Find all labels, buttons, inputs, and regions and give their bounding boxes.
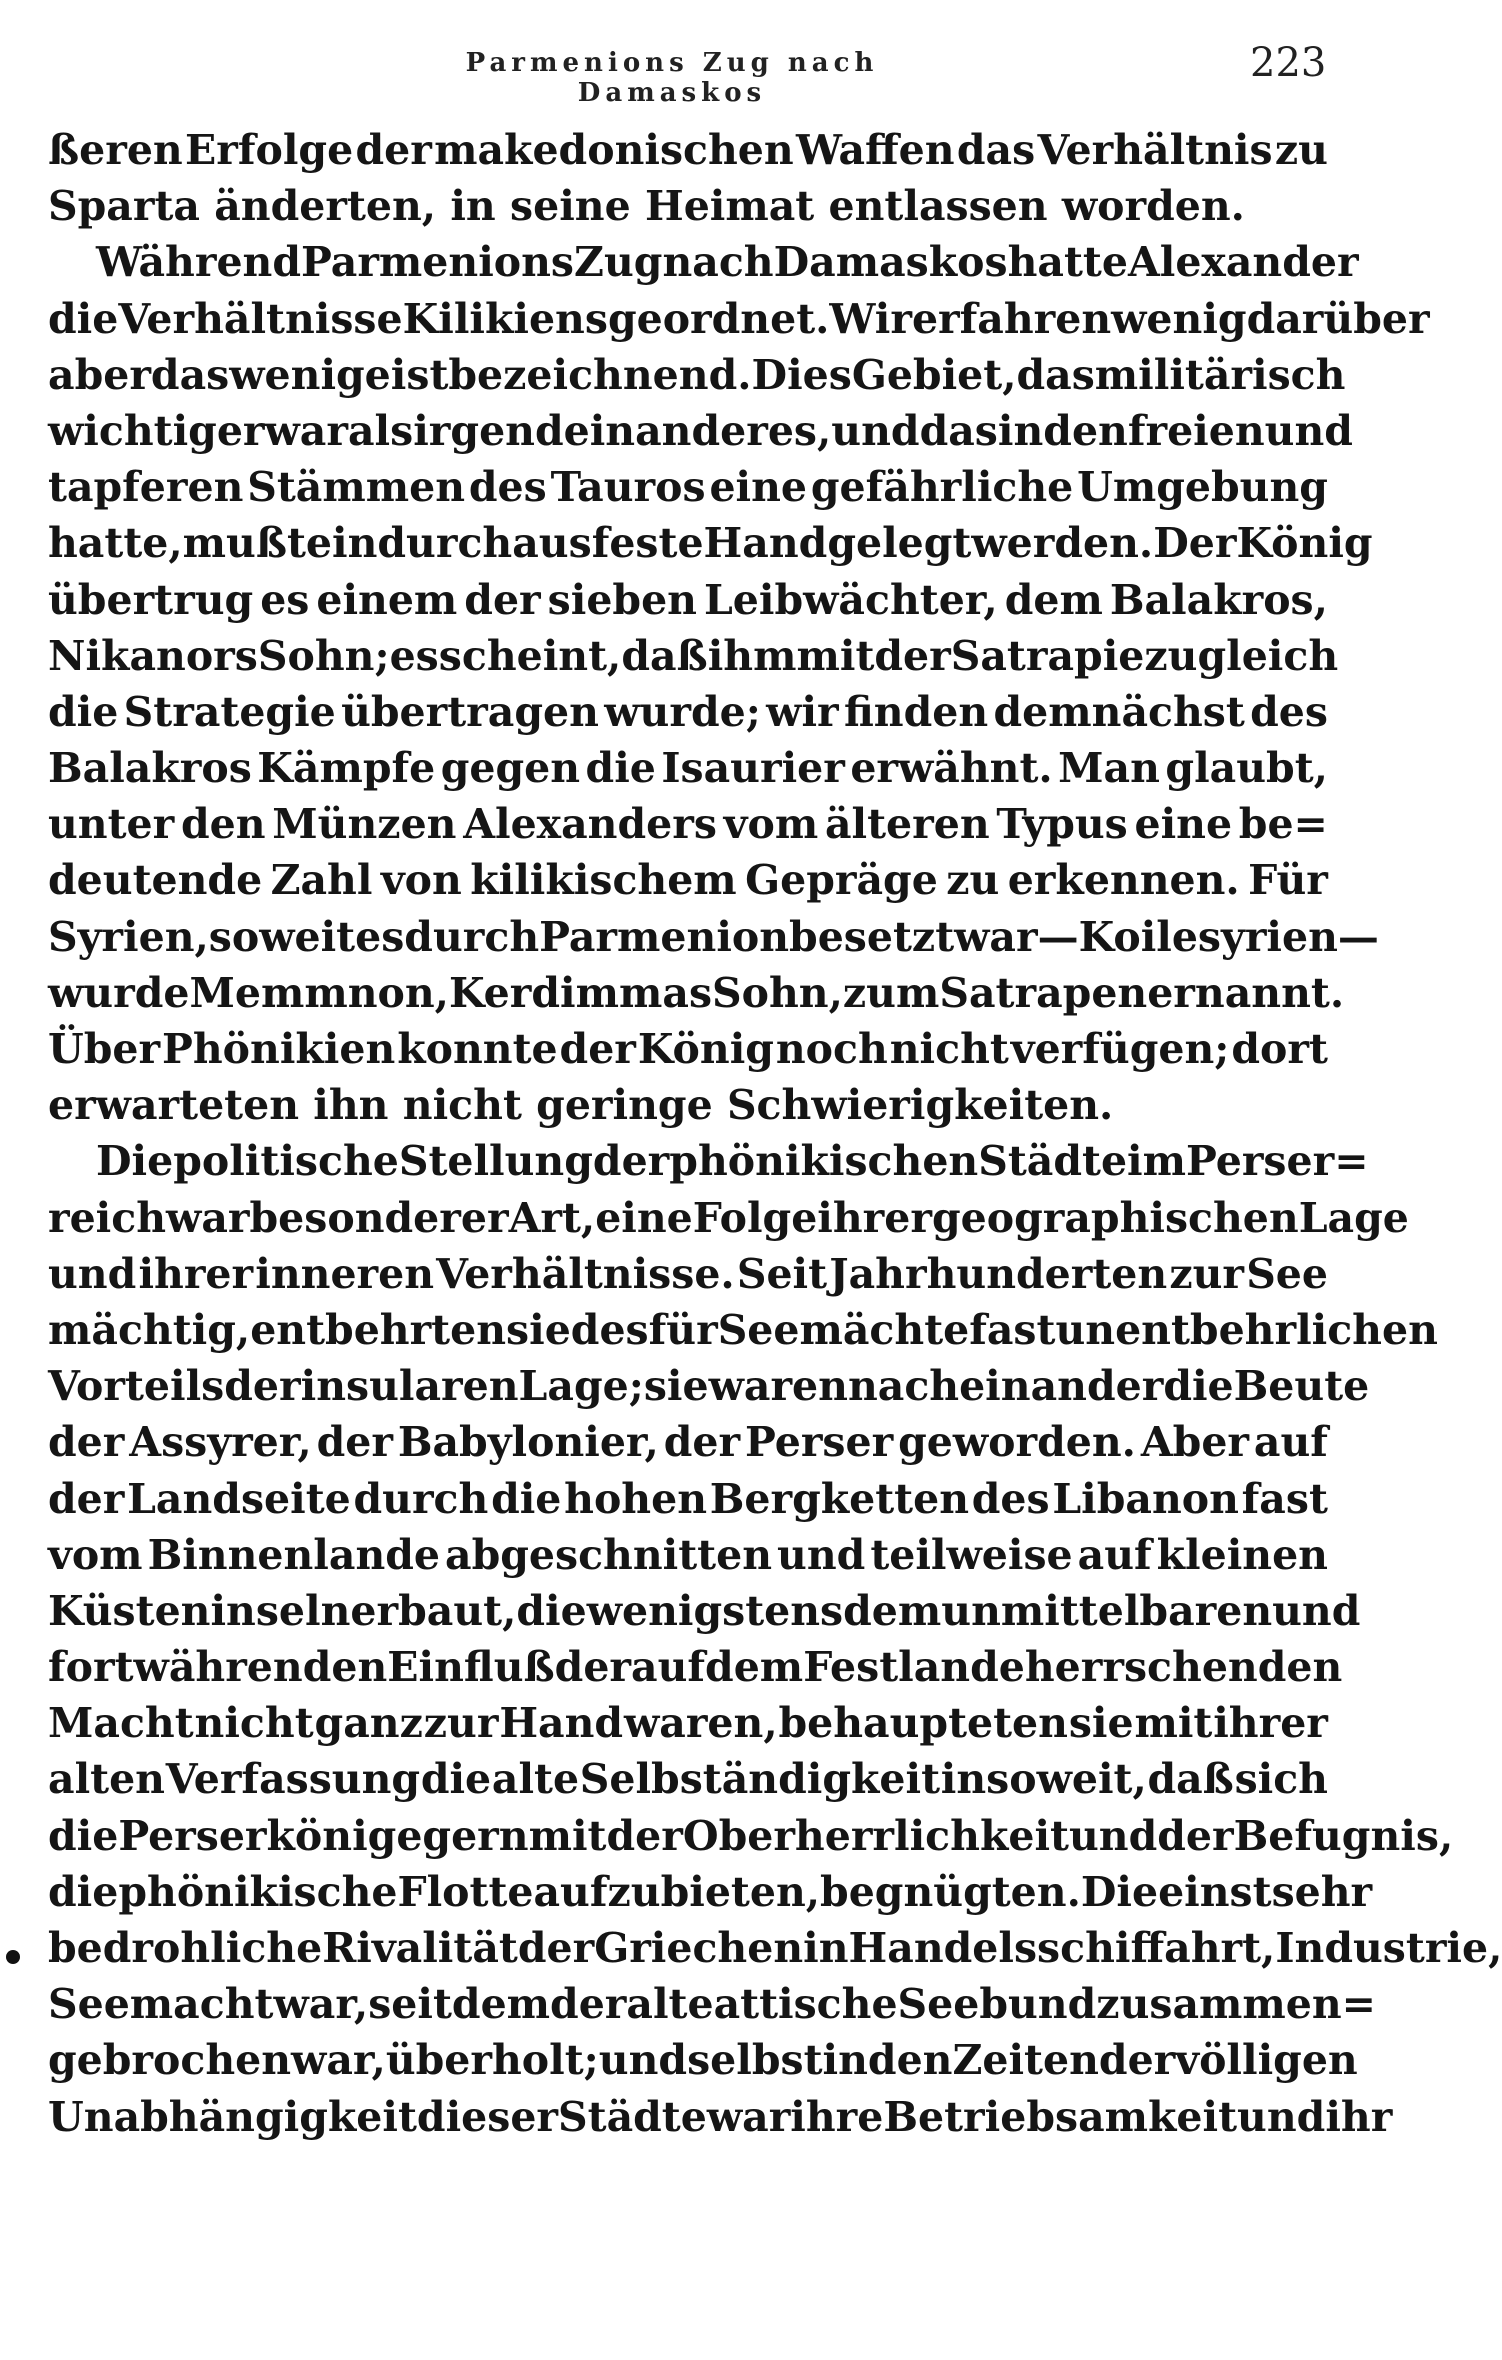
text-line: mächtig, entbehrten sie des für Seemächte fast unentbehrlichen bbox=[48, 1305, 1438, 1354]
text-line: tapferen Stämmen des Tauros eine gefährliche Umgebung bbox=[48, 463, 1328, 512]
text-line: alten Verfassung die alte Selbständigkeit insoweit, daß sich bbox=[48, 1755, 1328, 1804]
text-line: Syrien, soweit es durch Parmenion besetzt war — Koilesyrien — bbox=[48, 912, 1379, 961]
text-line: erwarteten ihn nicht geringe Schwierigkeiten. bbox=[48, 1081, 1114, 1130]
text-line: Über Phönikien konnte der König noch nicht verfügen; dort bbox=[48, 1025, 1328, 1073]
text-line: ßeren Erfolge der makedonischen Waffen das Verhältnis zu bbox=[48, 126, 1328, 174]
page-number: 223 bbox=[1250, 40, 1327, 86]
margin-mark bbox=[6, 1950, 20, 1964]
text-line: die Verhältnisse Kilikiens geordnet. Wir erfahren wenig darüber bbox=[48, 294, 1430, 343]
page-header bbox=[0, 40, 1399, 108]
running-head: Parmenions Zug nach Damaskos bbox=[465, 48, 879, 108]
text-line: Küsteninseln erbaut, die wenigstens dem unmittelbaren und bbox=[48, 1586, 1361, 1635]
text-line: aber das wenige ist bezeichnend. Dies Gebiet, das militärisch bbox=[48, 350, 1346, 399]
text-line: unter den Münzen Alexanders vom älteren Typus eine be= bbox=[48, 800, 1328, 849]
text-line: wurde Memmnon, Kerdimmas Sohn, zum Satrapen ernannt. bbox=[48, 968, 1345, 1017]
text-line: hatte, mußte in durchaus feste Hand gelegt werden. Der König bbox=[48, 519, 1373, 568]
text-line: Seemacht war, seitdem der alte attische Seebund zusammen= bbox=[48, 1980, 1377, 2029]
text-line: Nikanors Sohn; es scheint, daß ihm mit der Satrapie zugleich bbox=[48, 631, 1339, 680]
text-line: Balakros Kämpfe gegen die Isaurier erwähnt. Man glaubt, bbox=[48, 744, 1328, 793]
text-line: Vorteils der insularen Lage; sie waren nacheinander die Beute bbox=[48, 1362, 1370, 1411]
text-line: gebrochen war, überholt; und selbst in den Zeiten der völligen bbox=[48, 2036, 1358, 2085]
text-line: Die politische Stellung der phönikischen Städte im Perser= bbox=[96, 1137, 1369, 1186]
text-line: reich war besonderer Art, eine Folge ihrer geographischen Lage bbox=[48, 1193, 1409, 1242]
text-line: und ihrer inneren Verhältnisse. Seit Jahrhunderten zur See bbox=[48, 1249, 1328, 1298]
text-line: deutende Zahl von kilikischem Gepräge zu erkennen. Für bbox=[48, 856, 1328, 905]
text-line: Macht nicht ganz zur Hand waren, behaupteten sie mit ihrer bbox=[48, 1699, 1328, 1748]
text-line: die Perserkönige gern mit der Oberherrlichkeit und der Befugnis, bbox=[48, 1811, 1454, 1860]
text-line: Sparta änderten, in seine Heimat entlassen worden. bbox=[48, 182, 1245, 231]
text-line: wichtiger war als irgendein anderes, und das in den freien und bbox=[48, 406, 1353, 455]
text-line: übertrug es einem der sieben Leibwächter, dem Balakros, bbox=[48, 575, 1328, 624]
text-line: Unabhängigkeit dieser Städte war ihre Betriebsamkeit und ihr bbox=[48, 2092, 1393, 2141]
text-line: Während Parmenions Zug nach Damaskos hatte Alexander bbox=[96, 238, 1359, 287]
text-line: die Strategie übertragen wurde; wir finden demnächst des bbox=[48, 687, 1328, 736]
text-line: vom Binnenlande abgeschnitten und teilweise auf kleinen bbox=[48, 1530, 1328, 1579]
text-line: die phönikische Flotte aufzubieten, begnügten. Die einst sehr bbox=[48, 1867, 1373, 1916]
text-line: der Assyrer, der Babylonier, der Perser geworden. Aber auf bbox=[48, 1418, 1328, 1467]
text-line: fortwährenden Einfluß der auf dem Festlande herrschenden bbox=[48, 1643, 1343, 1692]
body-text bbox=[48, 122, 1502, 2145]
text-line: der Landseite durch die hohen Bergketten des Libanon fast bbox=[48, 1474, 1328, 1523]
text-line: bedrohliche Rivalität der Griechen in Handelsschiffahrt, Industrie, bbox=[48, 1924, 1502, 1972]
